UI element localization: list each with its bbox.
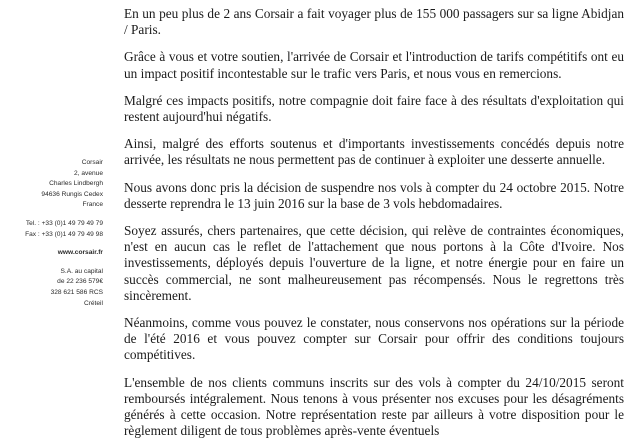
company-sidebar: [0, 158, 103, 309]
paragraph: Nous avons donc pris la décision de suspendre nos vols à compter du 24 octobre 2015. Notre desserte reprendra le 13 juin 2016 sur la base de 3 vols hebdomadaires.: [124, 179, 624, 211]
paragraph: Grâce à vous et votre soutien, l'arrivée de Corsair et l'introduction de tarifs compétitifs ont eu un impact positif incontestable sur le trafic vers Paris, et nous vous en remercions.: [124, 49, 624, 81]
address-line: 94636 Rungis Cedex: [41, 190, 103, 198]
fax-number: Fax : +33 (0)1 49 79 49 98: [25, 230, 103, 238]
spacer: [0, 240, 103, 248]
paragraph: En un peu plus de 2 ans Corsair a fait voyager plus de 155 000 passagers sur sa ligne Abidjan / Paris.: [124, 6, 624, 38]
legal-line: 328 621 586 RCS: [50, 288, 103, 296]
letter-body: [124, 6, 624, 439]
address-line: 2, avenue: [74, 169, 103, 177]
address-line: France: [82, 201, 103, 209]
company-name: Corsair: [81, 159, 103, 166]
address-line: Charles Lindbergh: [49, 180, 103, 188]
paragraph: Soyez assurés, chers partenaires, que cette décision, qui relève de contraintes économiques, n'est en aucun cas le reflet de l'attachement que nous portons à la Côte d'Ivoire. Nos investissements, déployés depuis l'ouverture de la ligne, et notre énergie pour en faire un succès commercial, ne sont malheureusement pas récompensés. Nous le regrettons très sincèrement.: [124, 223, 624, 303]
legal-line: de 22 236 579€: [57, 278, 103, 286]
paragraph: L'ensemble de nos clients communs inscrits sur des vols à compter du 24/10/2015 seront remboursés intégralement. Nous tenons à vous présenter nos excuses pour les désagréments générés à cette occasion. Notre représentation reste par ailleurs à votre disposition pour le règlement diligent de tous problèmes après-vente éventuels: [124, 374, 624, 439]
spacer: [0, 259, 103, 267]
paragraph: Néanmoins, comme vous pouvez le constater, nous conservons nos opérations sur la période de l'été 2016 et vous pouvez compter sur Corsair pour offrir des conditions toujours compétitives.: [124, 315, 624, 363]
paragraph: Ainsi, malgré des efforts soutenus et d'importants investissements concédés depuis notre arrivée, les résultats ne nous permettent pas de continuer à exploiter une desserte annuelle.: [124, 136, 624, 168]
phone-number: Tel. : +33 (0)1 49 79 49 79: [25, 219, 103, 227]
legal-line: Créteil: [83, 299, 103, 307]
spacer: [0, 211, 103, 219]
website-link[interactable]: www.corsair.fr: [57, 249, 103, 257]
paragraph: Malgré ces impacts positifs, notre compagnie doit faire face à des résultats d'exploitation qui restent aujourd'hui négatifs.: [124, 92, 624, 125]
legal-line: S.A. au capital: [60, 267, 103, 275]
